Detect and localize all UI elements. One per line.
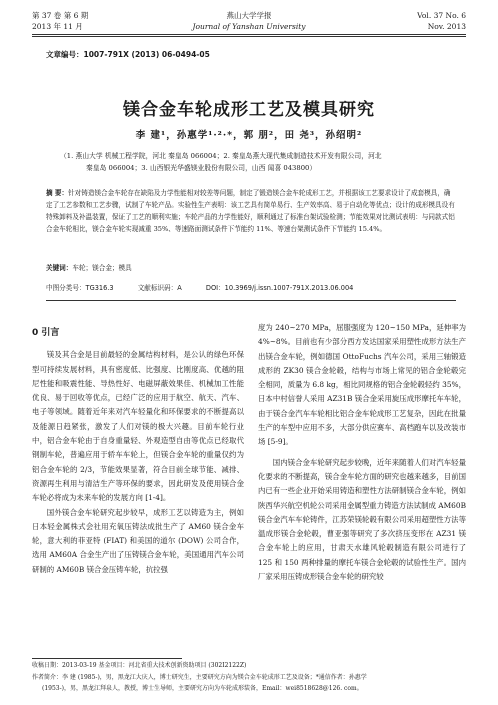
keywords-label: 关键词： [46, 264, 73, 272]
footnote-rule [32, 658, 182, 659]
affiliations [60, 150, 438, 174]
body-paragraph: 镁及其合金是目前最轻的金属结构材料，是公认的绿色环保型可持续发展材料，具有密度低、比强度、比刚度高、优越的阻尼性能和吸震性能、导热性好、电磁屏蔽效果佳、机械加工性能优良、易于回收等优点，已经广泛的应用于航空、航天、汽车、电子等领域。随着近年来对汽车轻量化和环保要求的不断提高以及能源日趋紧张，激发了人们对镁的极大兴趣。目前车轮行业中，铝合金车轮由于自身重量轻、外观造型自由等优点已经取代钢制车轮，普遍应用于轿车车轮上，但镁合金车轮的重量仅约为铝合金车轮的 2/3，节能效果显著，符合目前全球节能、减排、资源再生利用与清洁生产等环保的要求，因此研发及使用镁合金车轮必将成为未来车轮的发展方向 [1-4]。 [32, 350, 244, 503]
author-list: 李 建¹，孙惠学¹·²·*，郭 朋²，田 尧³，孙绍明² [135, 130, 363, 141]
abstract [46, 187, 456, 235]
keywords-text: 车轮；镁合金；模具 [72, 264, 132, 272]
journal-name-en: Journal of Yanshan University [192, 22, 306, 31]
clc-number: 中图分类号：TG316.3 [46, 284, 114, 292]
affiliation-line: 秦皇岛 066004；3. 山西银光华盛镁业股份有限公司，山西 闻喜 043800） [86, 164, 317, 172]
affiliation-line: （1. 燕山大学 机械工程学院，河北 秦皇岛 066004；2. 秦皇岛燕大现代集成制造技术开发有限公司，河北 [60, 152, 382, 160]
doi: DOI：10.3969/j.issn.1007-791X.2013.06.004 [205, 284, 354, 292]
paper-title: 镁合金车轮成形工艺及模具研究 [123, 100, 375, 120]
abstract-text: 针对铸造镁合金车轮存在缺陷及力学性能相对较差等问题，制定了锻造镁合金车轮成形工艺，并根据该工艺要求设计了成套模具，确定了工艺参数和工艺步骤，试制了车轮产品。实验性生产表明：该工艺具有简单易行、生产效率高、易于自动化等优点；设计的成形模具设有特殊卸料及补温装置，保证了工艺的顺利实施；车轮产品的力学性能好，顺利通过了标准台架试验检测；节能效果对比测试表明：与同款式铝合金车轮相比，镁合金车轮实现减重 35%、等速路面测试条件下节能约 11%、等速台架测试条件下节能约 15.4%。 [46, 189, 455, 233]
article-number: 文章编号：1007-791X (2013) 06-0494-05 [46, 50, 210, 59]
date-cn: 2013 年 11 月 [32, 22, 83, 31]
abstract-label: 摘 要： [46, 189, 69, 197]
volume-issue-en: Vol. 37 No. 6 [417, 11, 466, 20]
right-column [258, 321, 466, 584]
volume-issue-cn: 第 37 卷 第 6 期 [32, 11, 89, 20]
footnote-author-bio-cont: (1953-)，男，黑龙江拜泉人，教授，博士生导师，主要研究方向为车轮成形装备，Email：wei8518628@126. com。 [42, 685, 363, 692]
header-rule-thin [32, 36, 466, 37]
body-paragraph-continued: 度为 240~270 MPa，屈服强度为 120~150 MPa，延伸率为 4%~8%。目前也有少部分西方发达国家采用塑性成形方法生产出镁合金车轮，例如德国 OttoFuchs 汽车公司，采用三轴锻造成形的 ZK30 镁合金轮毂，结构与市场上常见的铝合金轮毂完全相同，质量为 6.8 kg，相比同规格的铝合金轮毂轻约 35%，日本中村信誉人采用 AZ31B 镁合金采用旋压成形摩托车车轮，由于镁合金汽车车轮相比铝合金车轮成形工艺复杂，因此在批量生产的车型中应用不多，大部分供应赛车、高档跑车以及改装市场 [5-9]。 [258, 323, 466, 447]
abstract-divider [46, 300, 456, 301]
footnote-author-bio: 作者简介：李 建 (1985-)，男，黑龙江大庆人，博士研究生，主要研究方向为镁合金车轮成形工艺及设备；*通信作者：孙惠学 [32, 674, 367, 681]
section-heading: 0 引言 [32, 328, 60, 338]
footnote-received: 收稿日期：2013-03-19 基金项目：河北省重大技术创新资助项目 (302I2122Z) [32, 662, 247, 669]
classification-line [46, 282, 375, 292]
body-paragraph: 国外镁合金车轮研究起步较早，成形工艺以铸造为主，例如日本轻金属株式会社用充氧压铸法成批生产了 AM60 镁合金车轮，意大利的菲亚特 (FIAT) 和美国的道尔 (DOW) 公司合作，选用 AM60A 合金生产出了压铸镁合金车轮，美国通用汽车公司研制的 AM60B 镁合金压铸车轮，抗拉强 [32, 507, 244, 574]
left-column [32, 326, 244, 577]
keywords [46, 262, 132, 272]
body-paragraph: 国内镁合金车轮研究起步较晚，近年来随着人们对汽车轻量化要求的不断提高，镁合金车轮方面的研究也越来越多，目前国内已有一些企业开始采用铸造和塑性方法研制镁合金车轮，例如陕西华兴航空机轮公司采用金属型重力铸造方法试制成 AM60B 镁合金汽车车轮铸件，江苏荣镁轮毂有限公司采用超塑性方法等温成形镁合金轮毂，曹亚强等研究了多次挤压变形在 AZ31 镁合金车轮上的应用，甘肃天水雄风轮毂制造有限公司进行了 125 和 150 两种排量的摩托车镁合金轮毂的试验性生产。国内厂家采用压铸成形镁合金车轮的研究较 [258, 457, 466, 582]
date-en: Nov. 2013 [427, 22, 466, 31]
document-code: 文献标识码：A [137, 284, 182, 292]
header-rule [32, 34, 466, 35]
journal-name-cn: 燕山大学学报 [226, 11, 272, 20]
